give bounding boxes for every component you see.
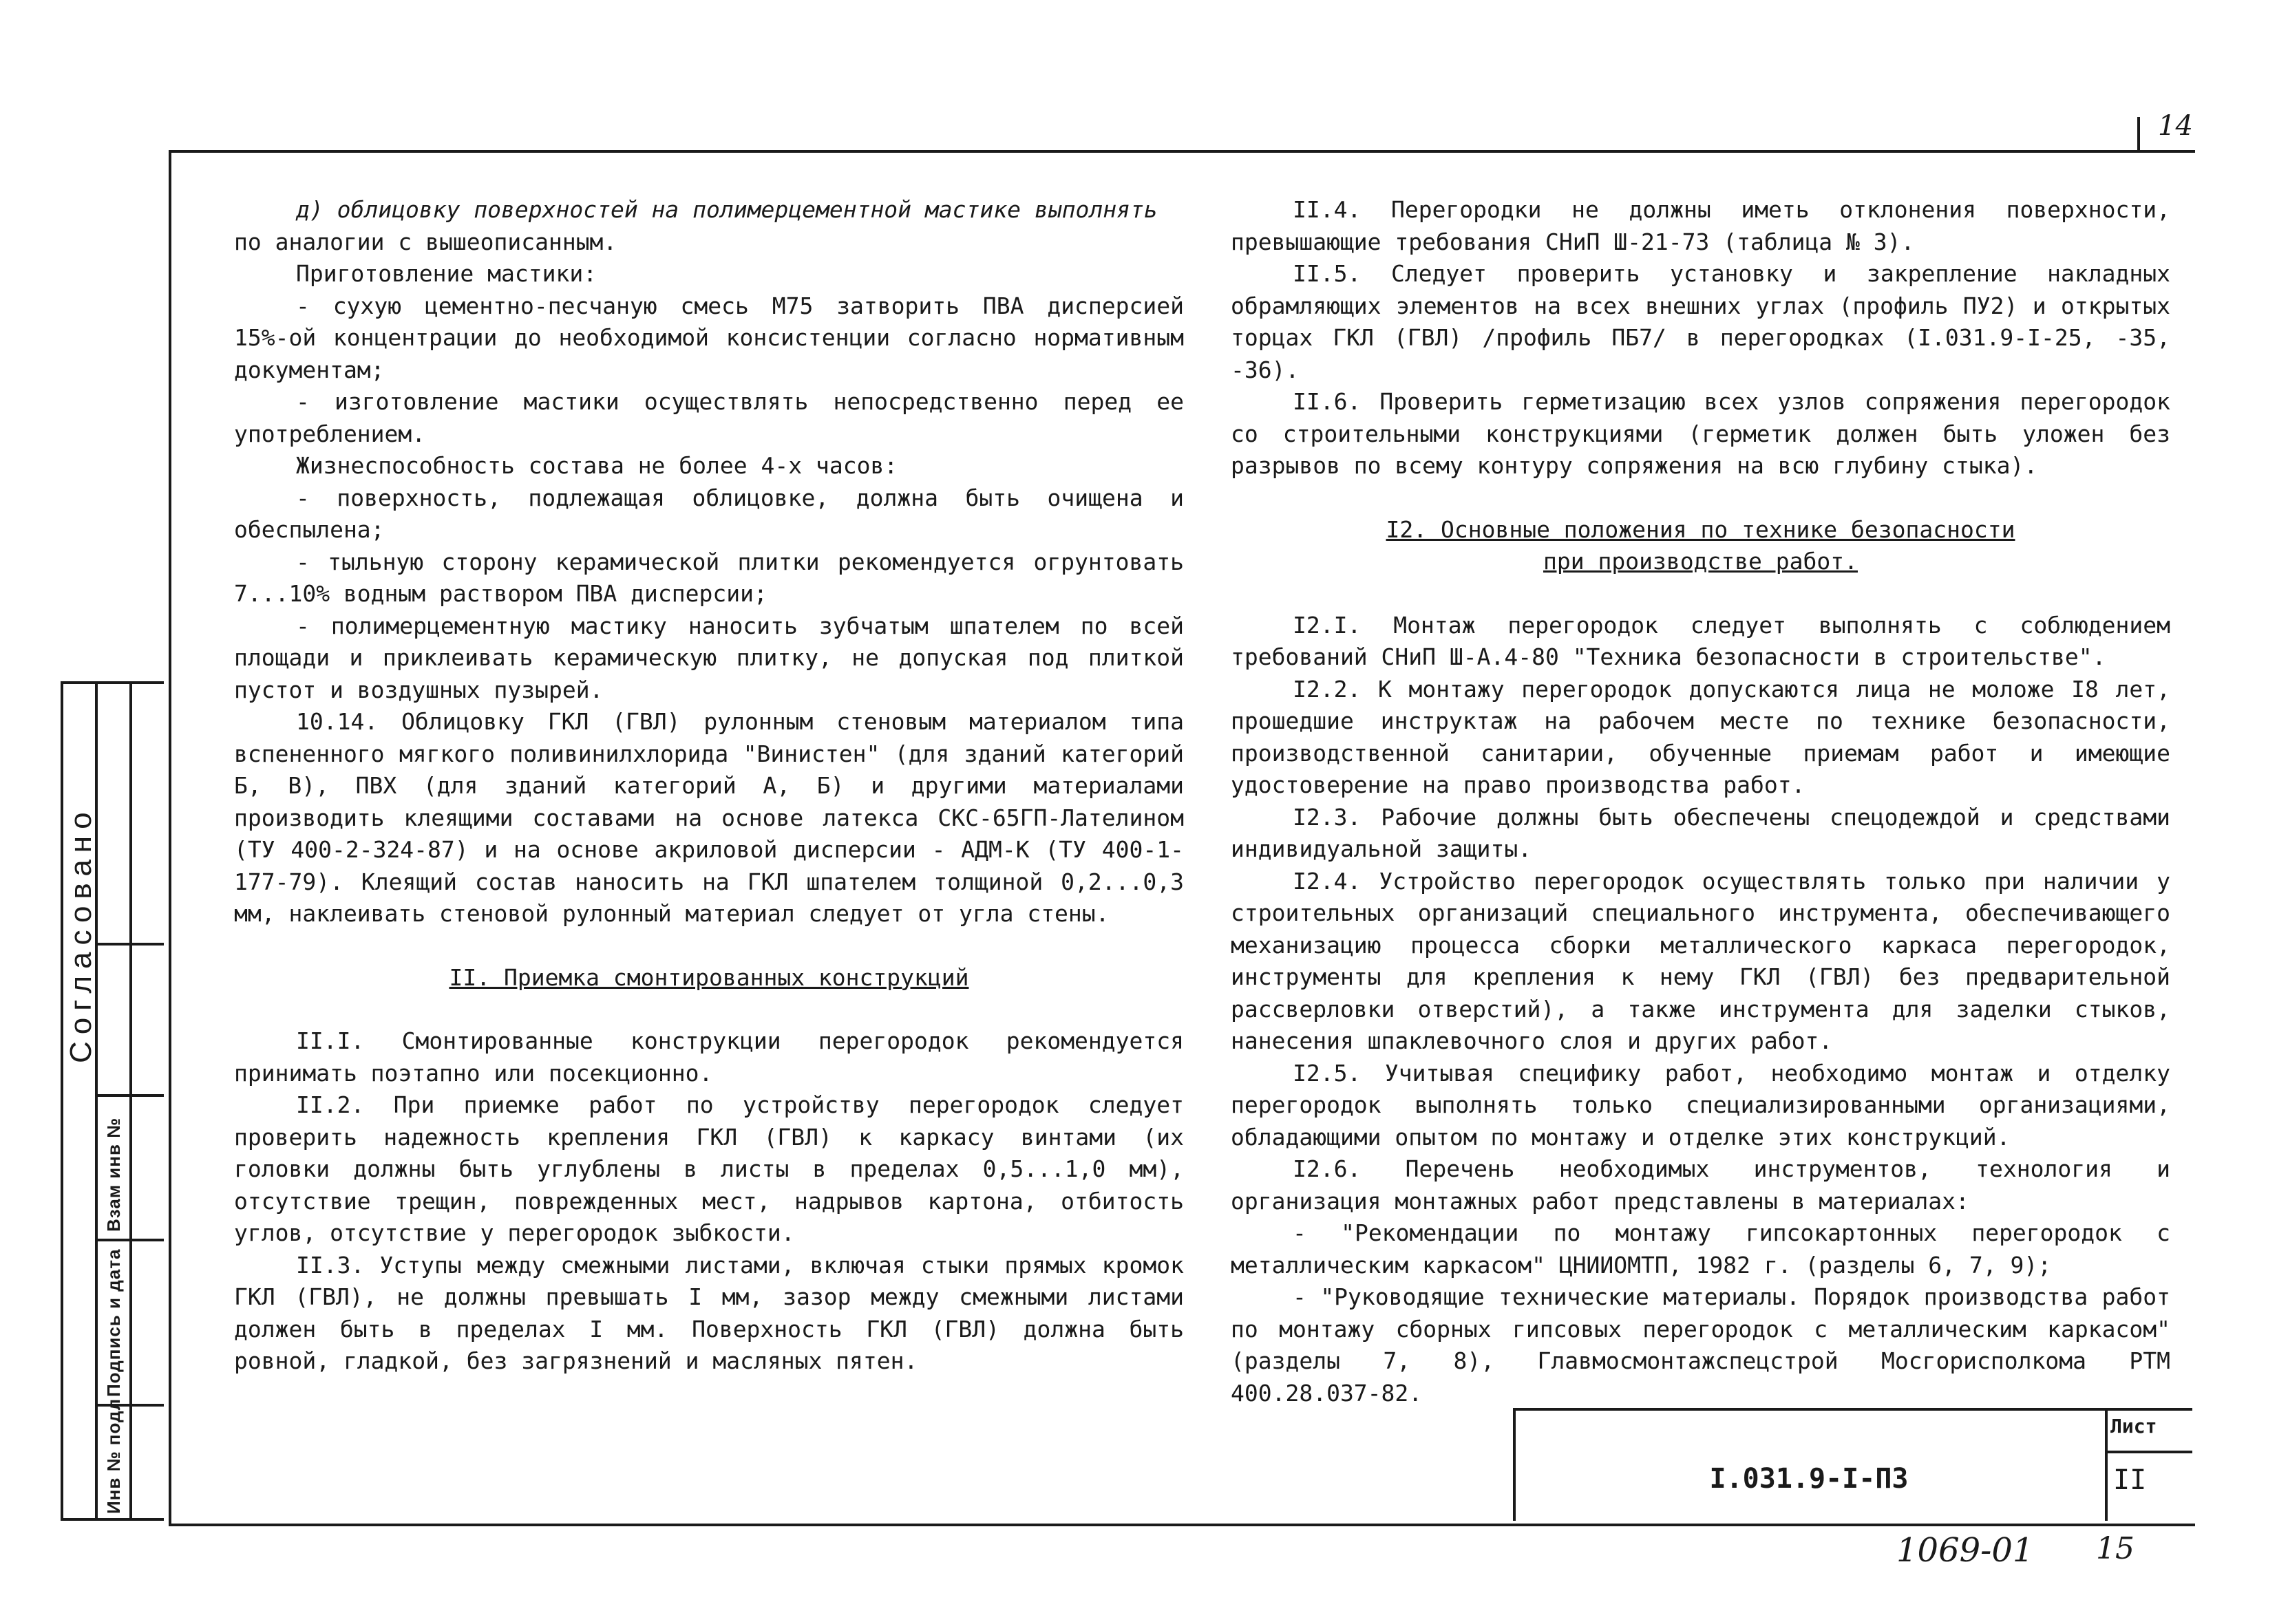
reference-1: - "Рекомендации по монтажу гипсокартонных перегородок с металлическим каркасом" ЦНИИОМТП, 1982 г. (разделы 6, 7, 9);	[1231, 1219, 2170, 1279]
section-12-heading-cont: при производстве работ.	[1543, 548, 1858, 575]
left-column	[234, 194, 1184, 1378]
paragraph-12-1: I2.I. Монтаж перегородок следует выполнять с соблюдением требований СНиП Ш-А.4-80 "Техника безопасности в строительстве".	[1231, 611, 2170, 670]
paragraph-12-2: I2.2. К монтажу перегородок допускаются лица не моложе I8 лет, прошедшие инструктаж на рабочем месте по технике безопасности, производственной санитарии, обученные приемам работ и имеющие удостоверение на право производства работ.	[1231, 675, 2170, 798]
paragraph-12-4: I2.4. Устройство перегородок осуществлять только при наличии у строительных организаций специального инструмента, обеспечивающего механизацию процесса сборки металлического каркаса перегородок, инструменты для крепления к нему ГКЛ (ГВЛ) без предварительной рассверловки отверстий), а также инструмента для заделки стыков, нанесения шпаклевочного слоя и других работ.	[1231, 867, 2170, 1054]
stamp-inv-label: Инв № подл	[103, 1398, 124, 1514]
paragraph-surface: - поверхность, подлежащая облицовке, должна быть очищена и обеспылена;	[234, 484, 1184, 543]
paragraph-make-mastic: - изготовление мастики осуществлять непосредственно перед ее употреблением.	[234, 388, 1184, 447]
document-code: I.031.9-I-ПЗ	[1709, 1463, 1909, 1495]
paragraph-tile-back: - тыльную сторону керамической плитки рекомендуется огрунтовать 7...10% водным раствором ПВА дисперсии;	[234, 548, 1184, 607]
section-11-heading: II. Приемка смонтированных конструкций	[449, 963, 969, 991]
corner-mark	[2137, 117, 2140, 150]
paragraph-11-4: II.4. Перегородки не должны иметь отклонения поверхности, превышающие требования СНиП Ш-21-73 (таблица № 3).	[1231, 196, 2170, 255]
paragraph-d: д) облицовку поверхностей на полимерцементной мастике выполнять	[296, 196, 1158, 223]
stamp-approved-label: Согласовано	[64, 805, 98, 1063]
sheet-number: II	[2113, 1464, 2147, 1496]
stamp-replacement-label: Взам инв №	[103, 1117, 124, 1232]
paragraph-mastic-prep: Приготовление мастики:	[296, 260, 597, 287]
paragraph-12-3: I2.3. Рабочие должны быть обеспечены спецодеждой и средствами индивидуальной защиты.	[1231, 803, 2170, 862]
stamp-signature-label: Подпись и дата	[103, 1248, 124, 1397]
paragraph-11-3: II.3. Уступы между смежными листами, включая стыки прямых кромок ГКЛ (ГВЛ), не должны превышать I мм, зазор между смежными листами должен быть в пределах I мм. Поверхность ГКЛ (ГВЛ) должна быть ровной, гладкой, без загрязнений и масляных пятен.	[234, 1251, 1184, 1374]
paragraph-mix: - сухую цементно-песчаную смесь М75 затворить ПВА дисперсией 15%-ой концентрации до необходимой консистенции согласно нормативным документам;	[234, 292, 1184, 383]
corner-page-number: 14	[2158, 110, 2193, 142]
sheet-label: Лист	[2110, 1415, 2157, 1438]
paragraph-apply-mastic: - полимерцементную мастику наносить зубчатым шпателем по всей площади и приклеивать керамическую плитку, не допуская под плиткой пустот и воздушных пузырей.	[234, 612, 1184, 703]
reference-2: - "Руководящие технические материалы. Порядок производства работ по монтажу сборных гипсовых перегородок с металлическим каркасом" (разделы 7, 8), Главмосмонтажспецстрой Мосгорисполкома РТМ 400.28.037-82.	[1231, 1283, 2170, 1407]
right-column	[1231, 194, 2170, 1409]
paragraph-12-6: I2.6. Перечень необходимых инструментов, технология и организация монтажных работ представлены в материалах:	[1231, 1155, 2170, 1215]
section-12-heading: I2. Основные положения по технике безопасности	[1386, 515, 2015, 543]
paragraph-11-6: II.6. Проверить герметизацию всех узлов сопряжения перегородок со строительными конструкциями (герметик должен быть уложен без разрывов по всему контуру сопряжения на всю глубину стыка).	[1231, 388, 2170, 479]
paragraph-12-5: I2.5. Учитывая специфику работ, необходимо монтаж и отделку перегородок выполнять только специализированными организациями, обладающими опытом по монтажу и отделке этих конструкций.	[1231, 1059, 2170, 1151]
handwritten-number: 1069-01	[1896, 1531, 2034, 1570]
paragraph-11-1: II.I. Смонтированные конструкции перегородок рекомендуется принимать поэтапно или посекционно.	[234, 1027, 1184, 1087]
handwritten-page-number: 15	[2096, 1531, 2135, 1566]
paragraph-d-cont: по аналогии с вышеописанным.	[234, 228, 617, 255]
paragraph-11-2: II.2. При приемке работ по устройству перегородок следует проверить надежность крепления ГКЛ (ГВЛ) к каркасу винтами (их головки должны быть углублены в листы в пределах 0,5...1,0 мм), отсутствие трещин, поврежденных мест, надрывов картона, отбитость углов, отсутствие у перегородок зыбкости.	[234, 1091, 1184, 1246]
paragraph-10-14: 10.14. Облицовку ГКЛ (ГВЛ) рулонным стеновым материалом типа вспененного мягкого поливинилхлорида "Винистен" (для зданий категорий Б, В), ПВХ (для зданий категорий А, Б) и другими материалами производить клеящими составами на основе латекса СКС-65ГП-Лателином (ТУ 400-2-324-87) и на основе акриловой дисперсии - АДМ-К (ТУ 400-1-177-79). Клеящий состав наносить на ГКЛ шпателем толщиной 0,2...0,3 мм, наклеивать стеновой рулонный материал следует от угла стены.	[234, 708, 1184, 927]
paragraph-11-5: II.5. Следует проверить установку и закрепление накладных обрамляющих элементов на всех внешних углах (профиль ПУ2) и открытых торцах ГКЛ (ГВЛ) /профиль ПБ7/ в перегородках (I.031.9-I-25, -35, -36).	[1231, 260, 2170, 383]
paragraph-lifetime: Жизнеспособность состава не более 4-х часов:	[296, 452, 898, 479]
